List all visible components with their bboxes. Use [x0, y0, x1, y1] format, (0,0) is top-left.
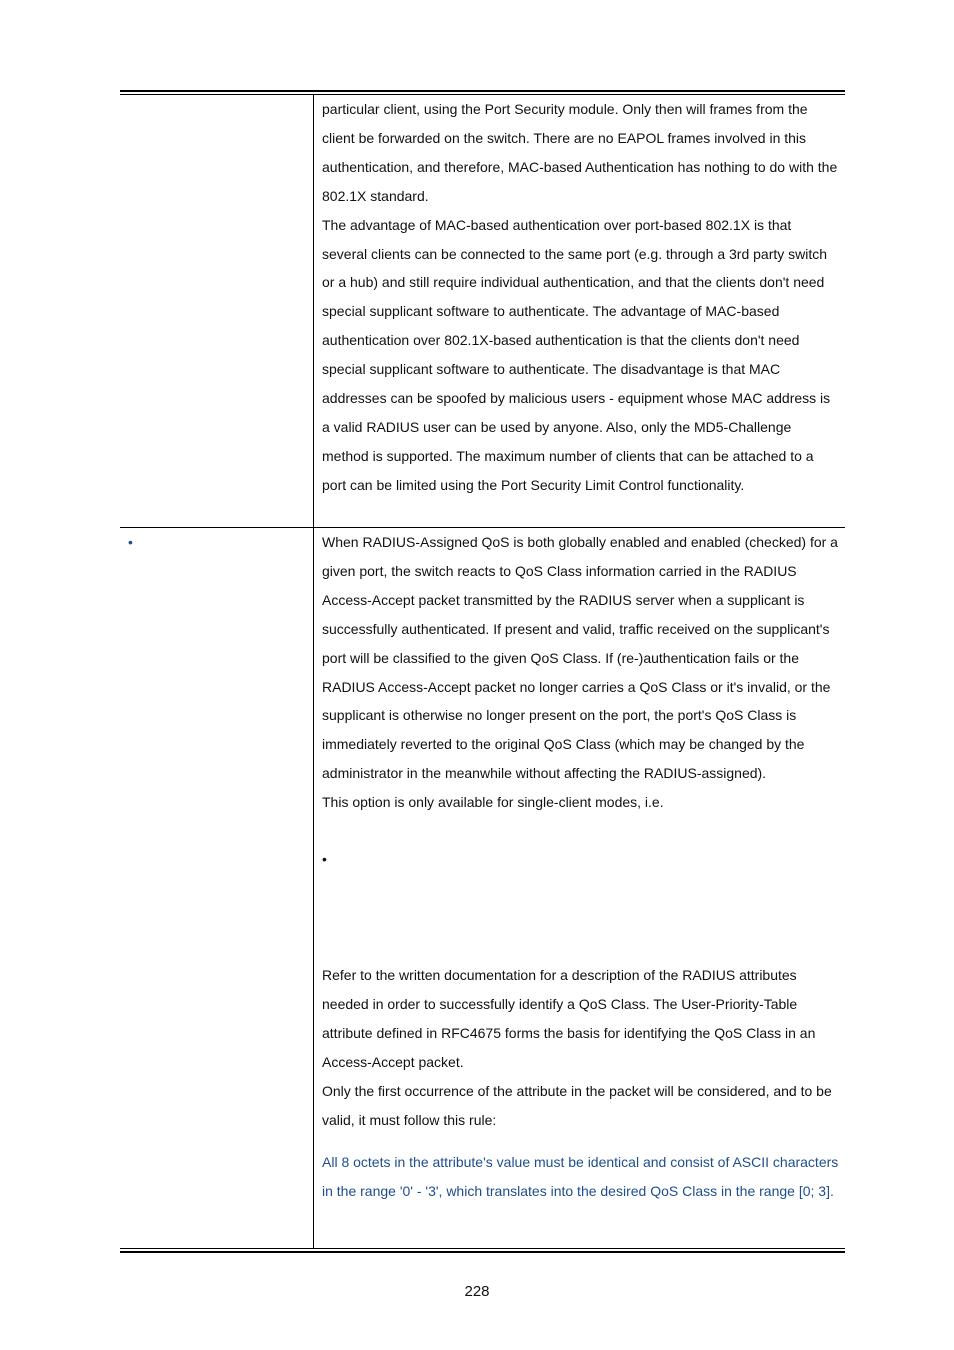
- row2-description-continued: [322, 961, 840, 1134]
- row2-description: [322, 528, 840, 817]
- row2-paragraph-4: Only the first occurrence of the attribute in the packet will be considered, and to be valid, it must follow this rule:: [322, 1082, 832, 1128]
- page-number: 228: [464, 1283, 490, 1300]
- row1-description: [322, 95, 840, 500]
- row2-parameter-bullet: •: [128, 534, 133, 550]
- row2-paragraph-2: This option is only available for single-client modes, i.e.: [322, 794, 664, 811]
- table-top-rule: [120, 90, 845, 92]
- row2-paragraph-1: When RADIUS-Assigned QoS is both globally enabled and enabled (checked) for a given port, the switch reacts to QoS Class information carried in the RADIUS Access-Accept packet transmitted by the RADIUS server when a supplicant is successfully authenticated. If present and valid, traffic received on the supplicant's port will be classified to the given QoS Class. If (re-)authentication fails or the RADIUS Access-Accept packet no longer carries a QoS Class or it's invalid, or the supplicant is otherwise no longer present on the port, the port's QoS Class is immediately reverted to the original QoS Class (which may be changed by the administrator in the meanwhile without affecting the RADIUS-assigned).: [322, 534, 838, 782]
- row2-paragraph-3: Refer to the written documentation for a description of the RADIUS attributes needed in order to successfully identify a QoS Class. The User-Priority-Table attribute defined in RFC4675 forms the basis for identifying the QoS Class in an Access-Accept packet.: [322, 967, 816, 1070]
- qos-rule-text: All 8 octets in the attribute's value must be identical and consist of ASCII characters in the range '0' - '3', which translates into the desired QoS Class in the range [0; 3].: [322, 1154, 839, 1199]
- table-bottom-rule: [120, 1251, 845, 1253]
- row1-paragraph-2: The advantage of MAC-based authentication over port-based 802.1X is that several clients can be connected to the same port (e.g. through a 3rd party switch or a hub) and still require individual authentication, and that the clients don't need special supplicant software to authenticate. The advantage of MAC-based authentication over 802.1X-based authentication is that the clients don't need special supplicant software to authenticate. The disadvantage is that MAC addresses can be spoofed by malicious users - equipment whose MAC address is a valid RADIUS user can be used by anyone. Also, only the MD5-Challenge method is supported. The maximum number of clients that can be attached to a port can be limited using the Port Security Limit Control functionality.: [322, 216, 831, 493]
- qos-rule-note: [322, 1148, 840, 1206]
- row1-paragraph-1: particular client, using the Port Security module. Only then will frames from the client be forwarded on the switch. There are no EAPOL frames involved in this authentication, and therefore, MAC-based Authentication has nothing to do with the 802.1X standard.: [322, 101, 838, 204]
- table-bottom-rule-inner: [120, 1248, 845, 1249]
- column-divider: [313, 95, 314, 1248]
- single-client-mode-bullet: •: [322, 851, 327, 867]
